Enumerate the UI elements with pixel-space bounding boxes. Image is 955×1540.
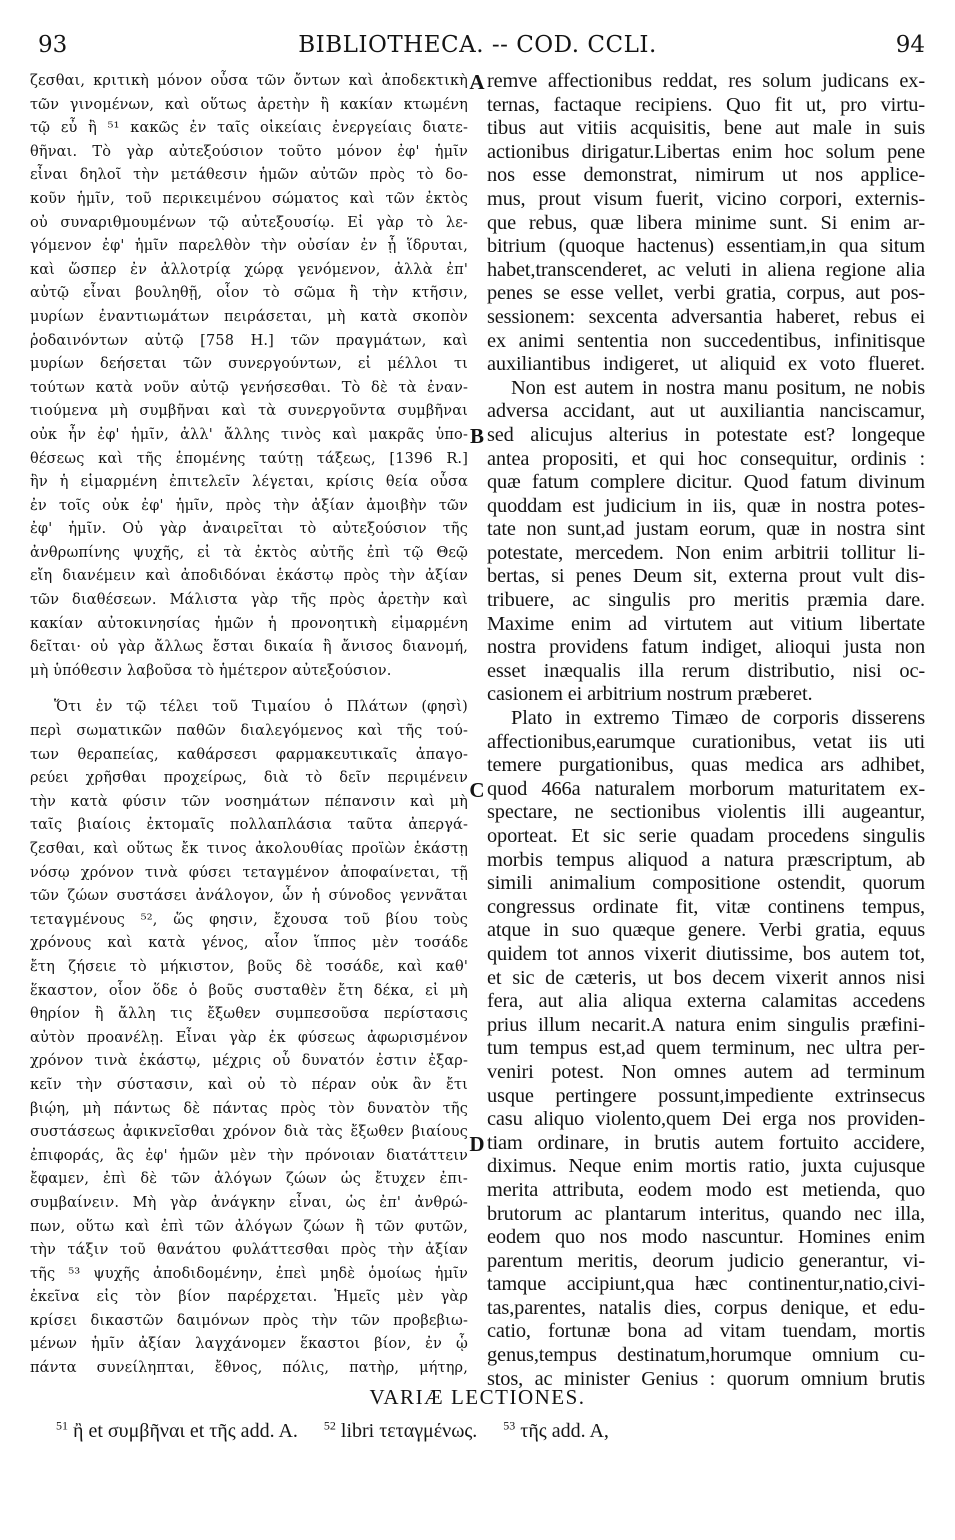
latin-line: Plato in extremo Timæo de corporis disserens <box>511 707 925 730</box>
latin-line: genus,tempus destinatum,horumque omnium cu- <box>487 1344 925 1367</box>
greek-line: αὐτὸν προανέλῃ. Εἶναι γὰρ ἐκ φύσεως ἀφωρισμένον <box>30 1029 468 1046</box>
latin-line: nos esse demonstrat, nimirum ut nos applice- <box>487 164 925 187</box>
greek-line: συστάσεως ἀφικνεῖσθαι χρόνον διὰ τὰς ἔξωθεν βιαίους <box>30 1124 468 1141</box>
latin-line: catio, fortunæ bona ad vitam tuendam, mortis <box>487 1320 925 1343</box>
margin-mark-c: C <box>469 778 485 802</box>
running-title: BIBLIOTHECA. -- COD. CCLI. <box>298 32 657 58</box>
greek-line: χρόνον τινὰ ἑκάστῳ, μέχρις οὗ δυνατόν ἐστιν ἐξαρ- <box>30 1053 468 1070</box>
latin-line: tribuere, ac singulis pro meritis præmia dare. <box>487 589 925 612</box>
variant-note <box>324 1420 477 1442</box>
latin-line: actionibus dirigatur.Libertas enim hoc solum pene <box>487 140 925 163</box>
latin-line: ternas, factaque recipiens. Quo fit ut, pro virtu- <box>487 93 925 116</box>
latin-line: penes se esse vellet, verbi gratia, corpus, aut pos- <box>487 282 925 305</box>
variant-note <box>56 1420 298 1442</box>
latin-line: bitrium (quoque hactenus) essentiam,in qua situm <box>487 235 925 258</box>
latin-line: temere purgationibus, quas medica ars adhibet, <box>487 754 925 777</box>
latin-line: quoddam est judicium in iis, quæ in nostra potes- <box>487 494 925 517</box>
margin-mark-a: A <box>469 70 485 94</box>
latin-line: que rebus, quæ libera minime sunt. Si enim ar- <box>487 211 925 234</box>
latin-line: parentum meritis, deorum judicio generantur, vi- <box>487 1249 925 1272</box>
greek-line: ρεύει χρῆσθαι προχείρως, διὰ τὸ δεῖν περιμένειν <box>30 770 468 787</box>
greek-column <box>30 70 468 1381</box>
greek-line: νόσῳ χρόνον τινὰ φύσει τεταγμένον ἀποφαίνεται, τῇ <box>30 864 468 881</box>
page-number-right: 94 <box>895 32 925 58</box>
greek-line: των θεραπείας, καθάρσεσι φαρμακευτικαῖς ἀπαγο- <box>30 746 468 763</box>
page-number-left: 93 <box>38 32 68 58</box>
latin-line: usque pertingere possunt,impediente extrinsecus <box>487 1084 925 1107</box>
latin-line: oporteat. Et sic serie quadam procedens singulis <box>487 825 925 847</box>
note-number: 51 <box>56 1418 68 1432</box>
greek-line: θέσεως καὶ τῆς ἑπομένης ταύτῃ τάξεως, [1396 R.] <box>30 450 468 467</box>
greek-line: μὴ ὑπόθεσιν λαβοῦσα τὸ ἡμέτερον αὐτεξούσιον. <box>30 662 392 679</box>
greek-line: μυρίων ἐναντιωμάτων πειράσεται, μὴ κατὰ σκοπὸν <box>30 308 468 325</box>
note-number: 52 <box>323 1418 336 1432</box>
latin-line: tamque accipiunt,qua hæc continentur,natio,civi- <box>487 1273 925 1296</box>
greek-line: πάντα συνείληπται, ἔθνος, πόλις, πατὴρ, μήτηρ, <box>30 1360 468 1377</box>
latin-line: nostra providens fatum indiget, alioqui justa non <box>487 636 925 659</box>
greek-line: οὐ συναριθμουμένων τῷ αὐτεξουσίῳ. Εἰ γὰρ τὸ λε- <box>30 214 468 231</box>
greek-line: τῆς ⁵³ ψυχῆς ἀποδιδομένην, ἐπεὶ μηδὲ ὁμοίως ἡμῖν <box>30 1265 468 1282</box>
greek-line: τούτων κατὰ νοῦν αὐτῷ γενήσεσθαι. Τὸ δὲ τὰ ἐναν- <box>30 379 468 396</box>
latin-line: adversa accidant, aut ut auxiliantia nanciscamur, <box>487 400 925 423</box>
greek-line: κρίσει δικαστῶν δαιμόνων πρὸς τὴν τῶν προβεβιω- <box>30 1312 468 1329</box>
latin-line: remve affectionibus reddat, res solum judicans ex- <box>487 70 925 92</box>
greek-line: θηρίον ἢ ἄλλη τις ἔξωθεν συμπεσοῦσα περίστασις <box>30 1006 468 1023</box>
latin-line: tas,parentes, natalis dies, corpus denique, et edu- <box>487 1296 925 1319</box>
latin-line: brutorum ac plantarum interitus, quando nec illa, <box>487 1202 925 1225</box>
greek-line: ἕκαστον, οἷον ὅδε ὁ βοῦς συσταθὲν ἔτη δέκα, εἰ μὴ <box>30 982 468 999</box>
variant-note <box>503 1420 609 1442</box>
latin-line: morbis tempus aliquod a natura præscriptum, ab <box>487 848 925 871</box>
greek-line: οὐκ ἦν ἐφ' ἡμῖν, ἀλλ' ἄλλης τινὸς καὶ μακρᾶς ὑπο- <box>30 426 468 443</box>
latin-line: affectionibus,earumque curationibus, vetat iis uti <box>487 730 925 753</box>
greek-line: τῶν γινομένων, καὶ οὕτως ἀρετὴν ἢ κακίαν κτωμένη <box>30 96 468 113</box>
greek-line: χρόνους καὶ κατὰ γένος, αἷον ἵππος μὲν τοσάδε <box>30 935 468 952</box>
greek-line <box>30 683 468 696</box>
greek-line: ἔτη ζήσειε τὸ μήκιστον, βοῦς δὲ τοσάδε, καὶ καθ' <box>30 958 468 975</box>
latin-line: et sic de cæteris, ut bos decem vixerit annos nisi <box>487 966 925 989</box>
margin-mark-d: D <box>469 1132 485 1156</box>
greek-line: εἶναι δηλοῖ τὴν μετάθεσιν ἡμῶν αὐτῶν πρὸς τὸ δο- <box>30 167 468 184</box>
greek-line: ἔφαμεν, ἐπὶ δὲ τῶν ἀλόγων ζώων ὡς ἔτυχεν ἐπι- <box>30 1171 468 1188</box>
latin-line: antea propositi, et qui hoc consequitur, ordinis : <box>487 447 925 470</box>
greek-line: βιῴη, μὴ πάντως δὲ πάντας πρὸς τὸν δυνατὸν τῆς <box>30 1100 468 1117</box>
greek-line: ἀνθρωπίνης ψυχῆς, εἰ τὰ ἐκτὸς αὐτῆς ἐπὶ τῷ Θεῷ <box>30 544 468 561</box>
latin-line: spectare, ne sectionibus violentis illi augeantur, <box>487 801 925 824</box>
greek-line: γόμενον ἐφ' ἡμῖν παρελθὸν τὴν οὐσίαν ἐν ᾗ ἵδρυται, <box>30 238 468 255</box>
latin-line: potestate, mercedem. Non enim arbitrii tollitur li- <box>487 541 925 564</box>
latin-line: sed alicujus alterius in potestate est? longeque <box>487 423 925 446</box>
latin-line: sessionem: sexcenta adversantia haberet, rebus ei <box>487 305 925 328</box>
latin-line: casu aliquo violento,quem Dei erga nos providen- <box>487 1108 925 1131</box>
latin-line: atque in suo quæque genere. Verbi gratia, equus <box>487 919 925 942</box>
latin-line: ex animi sententia non succedentibus, infinitisque <box>487 329 925 352</box>
latin-line: tibus aut vitiis acquisitis, bene aut male in suis <box>487 117 925 140</box>
latin-line: casionem ei arbitrium nostrum præberet. <box>487 683 813 706</box>
greek-line: τὴν τάξιν τοῦ θανάτου φυλάττεσθαι πρὸς τὴν ἀξίαν <box>30 1242 468 1259</box>
greek-line: κακίαν αὐτοκινησίας ἡμῶν ἡ προνοητικὴ εἱμαρμένη <box>30 615 468 632</box>
greek-line: ζεσθαι, καὶ οὕτως ἔκ τινος ἀκολουθίας προϊὼν ἑκάστῃ <box>30 841 468 857</box>
greek-line: κεῖν τὴν σύστασιν, καὶ οὐ τὸ πέραν οὐκ ἂν ἔτι <box>30 1076 468 1093</box>
greek-line: κοῦν ἡμῖν, τοῦ περικειμένου σώματος καὶ τῶν ἐκτὸς <box>30 190 468 207</box>
latin-line: tate non sunt,ad justam eorum, quæ in nostra sint <box>487 518 925 541</box>
latin-line: habet,transcenderet, ac veluti in aliena regione alia <box>487 258 925 281</box>
variae-lectiones-notes <box>56 1418 916 1443</box>
greek-line: πων, οὕτω καὶ ἐπὶ τῶν ἀλόγων ζώων ἢ τῶν φυτῶν, <box>30 1218 468 1235</box>
greek-line: τῶν ζώων συστάσει ἀνάλογον, ὧν ἡ σύνοδος γεννᾶται <box>30 888 468 905</box>
greek-line: τῷ εὖ ἢ ⁵¹ κακῶς ἐν ταῖς οἰκείαις ἐνεργείαις διατε- <box>30 120 468 137</box>
greek-line: τὴν κατὰ φύσιν τῶν νοσημάτων πέπανσιν καὶ μὴ <box>30 793 468 810</box>
latin-line: simili animalium compositione ostendit, quorum <box>487 872 925 895</box>
greek-line: καὶ ὥσπερ ἐν ἀλλοτρίᾳ χώρᾳ γενόμενον, ἀλλὰ ἐπ' <box>30 261 468 278</box>
greek-line: αὐτῷ εἶναι βουληθῇ, οἷον τὸ σῶμα ἢ τὴν κτῆσιν, <box>30 285 468 302</box>
greek-line: θῆναι. Τὸ γὰρ αὐτεξούσιον τοῦτο μόνον ἐφ' ἡμῖν <box>30 143 468 160</box>
variae-lectiones-heading: VARIÆ LECTIONES. <box>369 1385 586 1409</box>
latin-line: Maxime enim ad virtutem aut vitium libertate <box>487 612 925 635</box>
margin-mark-b: B <box>469 424 484 448</box>
latin-line: fera, aut alia aliqua externa calamitas accedens <box>487 990 925 1013</box>
greek-line: ἣν ἡ εἱμαρμένη ἐπιτελεῖν λέγεται, κρίσις θεία οὖσα <box>30 474 468 491</box>
greek-line: ἐφ' ἡμῖν. Οὐ γὰρ ἀναιρεῖται τὸ αὐτεξούσιον τῆς <box>30 521 468 538</box>
latin-line: veniri potest. Non omnes autem ad terminum <box>487 1060 925 1083</box>
greek-line: εἴη διανέμειν καὶ ἀποδιδόναι ἑκάστῳ πρὸς τὴν ἀξίαν <box>30 568 468 585</box>
greek-line: περὶ σωματικῶν παθῶν διαλεγόμενος καὶ τῆς τού- <box>30 723 468 740</box>
greek-line: ἐκεῖνα εἰς τὸν βίον παρέρχεται. Ἡμεῖς μὲν γὰρ <box>30 1289 468 1306</box>
latin-line: Non est autem in nostra manu positum, ne nobis <box>511 376 925 399</box>
latin-line: bertas, si penes Deum sit, externa prout vult dis- <box>487 565 925 588</box>
latin-line: quæ fatum complere dicitur. Quod fatum divinum <box>487 471 925 494</box>
greek-line: μένων ἡμῖν ἀξίαν λαγχάνομεν ἕκαστοι βίον, ἐν ᾧ <box>30 1336 468 1353</box>
latin-line: prius illum necarit.A natura enim singulis præfini- <box>487 1013 925 1036</box>
latin-line: diximus. Neque enim mortis ratio, juxta cujusque <box>487 1155 925 1178</box>
greek-line: τῶν διαθέσεων. Μάλιστα γὰρ τῆς πρὸς ἀρετὴν καὶ <box>30 592 468 609</box>
latin-line: quidem tot annos vixerit diutissime, bos autem tot, <box>487 942 925 965</box>
latin-line: eodem quo nos modo nascuntur. Homines enim <box>487 1226 925 1249</box>
note-number: 53 <box>503 1418 516 1432</box>
greek-line: συμβαίνειν. Μὴ γὰρ ἀνάγκην εἶναι, ὡς ἐπ' ἀνθρώ- <box>30 1194 468 1211</box>
note-text: τῆς add. A, <box>520 1419 609 1442</box>
latin-column <box>487 70 925 1391</box>
latin-line: mus, prout visum fuerit, vicino corpori, externis- <box>487 187 925 210</box>
greek-line: ἐπιφοράς, ἃς ἐφ' ἡμῶν μὲν τὴν πρόνοιαν διατάττειν <box>30 1147 468 1164</box>
greek-line: ῥοδαινόντων αὐτῷ [758 H.] τῶν πραγμάτων, καὶ <box>30 332 468 349</box>
latin-line: congressus ordinate fit, vitæ continens tempus, <box>487 895 925 918</box>
latin-line: tiam ordinare, in brutis autem fortuito accidere, <box>487 1131 925 1154</box>
greek-line: ἐν τοῖς οὐκ ἐφ' ἡμῖν, πρὸς τὴν ἀξίαν ἀμοιβὴν τῶν <box>30 497 468 514</box>
greek-line: Ὅτι ἐν τῷ τέλει τοῦ Τιμαίου ὁ Πλάτων (φησὶ) <box>54 699 468 716</box>
latin-line: esset inæqualis illa rerum distributio, nisi oc- <box>487 659 925 682</box>
greek-line: ζεσθαι, κριτικὴ μόνον οὖσα τῶν ὄντων καὶ ἀποδεκτικὴ <box>30 73 468 89</box>
note-text: libri τεταγμένως. <box>340 1419 478 1442</box>
latin-line: stos, ac minister Genius : quorum omnium brutis <box>487 1367 925 1390</box>
greek-line: ταῖς βιαίοις ἐκτομαῖς πολλαπλάσια ταῦτα ἀπεργά- <box>30 817 468 834</box>
greek-line: μυρίων δεήσεται τῶν συνεργούντων, εἰ μέλλοι τι <box>30 356 468 373</box>
latin-line: auxiliantibus indigeret, ut aliquid ex voto flueret. <box>487 353 925 376</box>
latin-line: quod 466a naturalem morborum maturitatem ex- <box>487 777 925 800</box>
page-header <box>30 26 925 66</box>
latin-line: merita attributa, eodem modo est metienda, quo <box>487 1178 925 1201</box>
greek-line: τιούμενα μὴ συμβῆναι καὶ τὰ συνεργοῦντα συμβῆναι <box>30 403 468 420</box>
greek-line: τεταγμένους ⁵², ὥς φησιν, ἔχουσα τοῦ βίου τοὺς <box>30 911 468 928</box>
greek-line: δεῖται· οὐ γὰρ ἄλλως ἔσται δικαία ἢ ἄνισος διανομή, <box>30 639 468 656</box>
latin-line: tum tempus est,ad quem terminum, nec ultra per- <box>487 1037 925 1060</box>
note-text: ἢ et συμβῆναι et τῆς add. A. <box>73 1419 298 1442</box>
